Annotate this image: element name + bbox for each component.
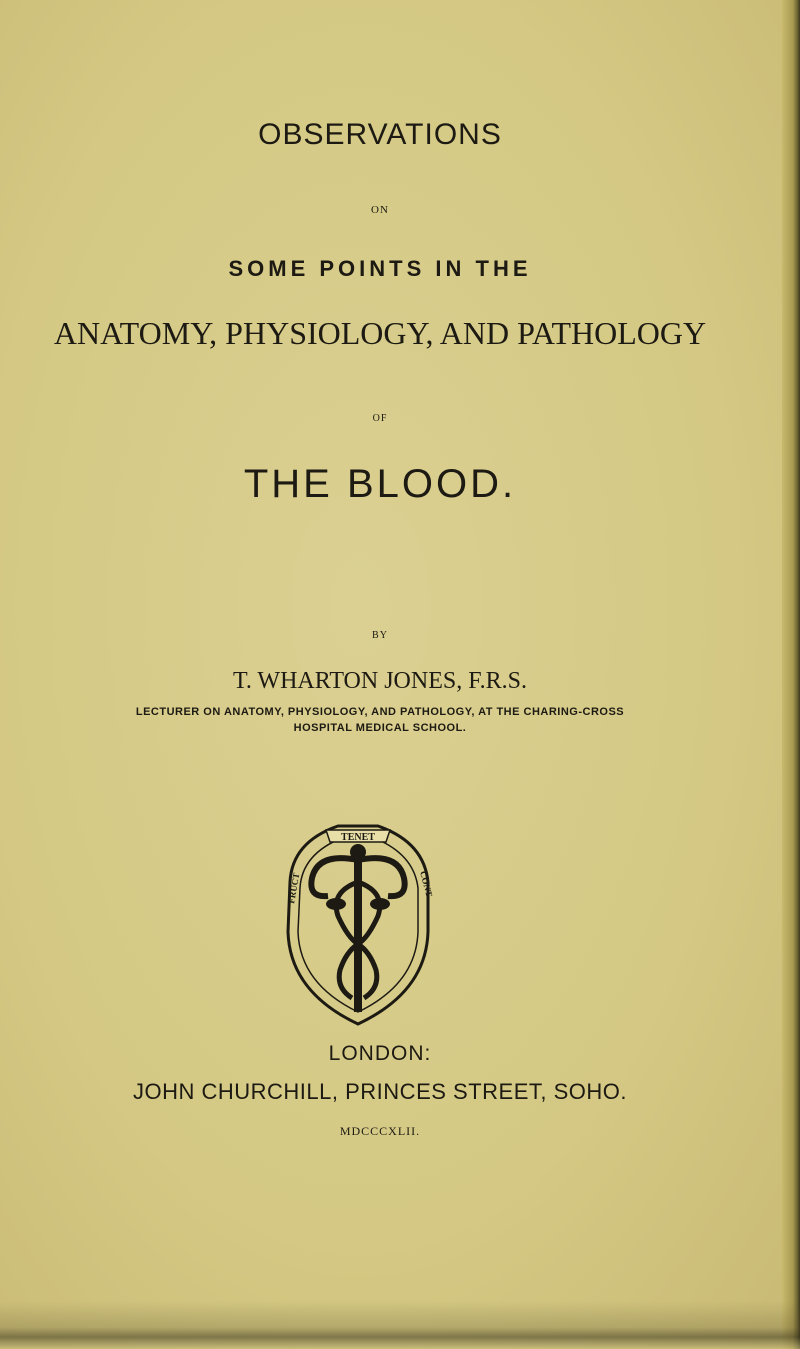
author-position-line1: LECTURER ON ANATOMY, PHYSIOLOGY, AND PATHOLOGY, AT THE CHARING-CROSS: [135, 706, 625, 718]
page-edge-shadow: [782, 0, 800, 1349]
author-position-line2: HOSPITAL MEDICAL SCHOOL.: [293, 722, 467, 734]
imprint-publisher: JOHN CHURCHILL, PRINCES STREET, SOHO.: [132, 1079, 627, 1104]
caduceus-shield-emblem-icon: [278, 812, 438, 1032]
imprint-year: MDCCCXLII.: [339, 1124, 421, 1138]
author-name: T. WHARTON JONES, F.R.S.: [232, 668, 527, 694]
emblem-banner-text: TENET: [341, 832, 375, 843]
main-title: THE BLOOD.: [243, 462, 517, 506]
heading-observations: OBSERVATIONS: [258, 118, 502, 151]
subheading: SOME POINTS IN THE: [228, 256, 532, 281]
page-bottom-shadow: [0, 1301, 800, 1349]
word-by: BY: [372, 630, 388, 641]
imprint-city: LONDON:: [328, 1042, 432, 1065]
word-of: OF: [372, 413, 388, 424]
subjects-line: ANATOMY, PHYSIOLOGY, AND PATHOLOGY: [53, 315, 707, 351]
emblem-right-text: CONT: [418, 869, 435, 898]
word-on: ON: [371, 204, 389, 216]
emblem-left-text: FRUCT: [286, 872, 302, 905]
